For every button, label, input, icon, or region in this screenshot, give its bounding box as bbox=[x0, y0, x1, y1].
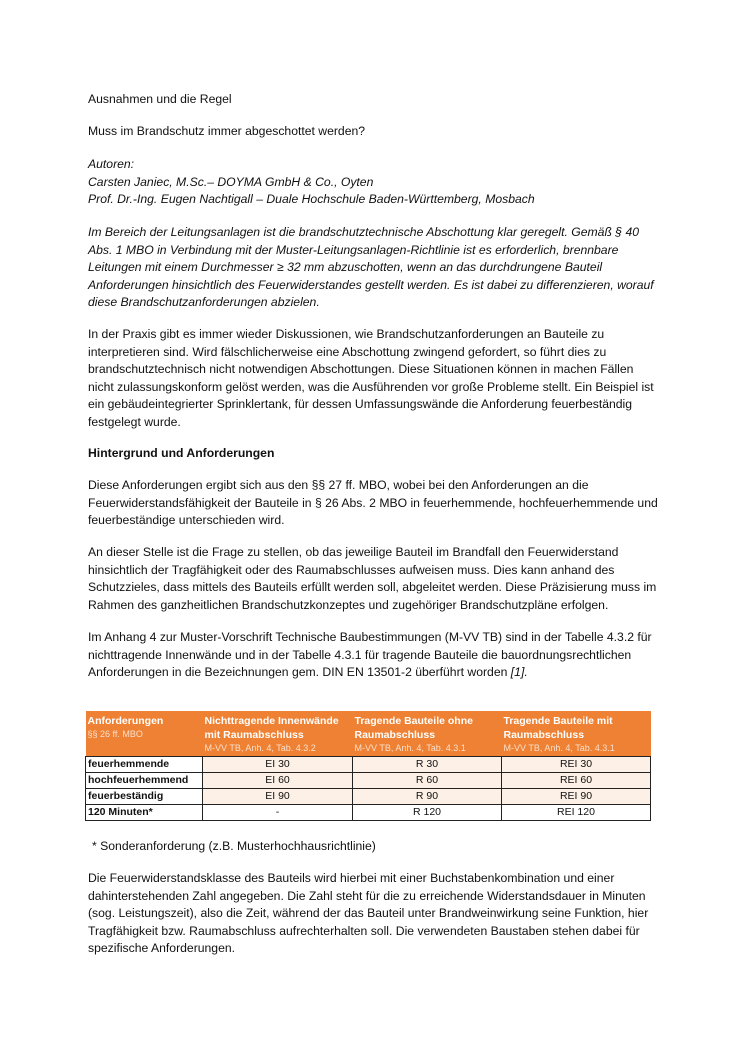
table-cell: R 60 bbox=[353, 773, 502, 789]
table-row bbox=[86, 789, 651, 805]
table-cell: R 120 bbox=[353, 805, 502, 821]
article-kicker: Ausnahmen und die Regel bbox=[88, 92, 232, 106]
section-heading: Hintergrund und Anforderungen bbox=[88, 446, 275, 460]
authors-label: Autoren: bbox=[88, 157, 135, 171]
author-line-1: Carsten Janiec, M.Sc.– DOYMA GmbH & Co., Oyten bbox=[88, 174, 374, 189]
table-cell: 120 Minuten* bbox=[86, 805, 203, 821]
paragraph-praxis: In der Praxis gibt es immer wieder Diskussionen, wie Brandschutzanforderungen an Bauteile zu interpretieren sind. Wird fälschlicherweise eine Abschottung zwingend gefordert, so führt dies zu brandschutztechnisch nicht notwendigen Abschottungen. Diese Situationen können in machen Fällen nicht zulassungskonform gelöst werden, was die Ausführenden vor große Probleme stellt. Ein Beispiel ist ein gebäudeintegrierter Sprinklertank, für dessen Umfassungswände die Anforderung feuerbeständig festgelegt wurde. bbox=[88, 327, 654, 429]
paragraph-feuerwiderstandsklasse: Die Feuerwiderstandsklasse des Bauteils wird hierbei mit einer Buchstabenkombination und einer dahinterstehenden Zahl angegeben. Die Zahl steht für die zu erreichende Widerstandsdauer in Minuten (sog. Leistungszeit), also die Zeit, während der das Bauteil unter Brandweinwirkung seine Funktion, hier Tragfähigkeit bzw. Raumabschluss aufrechterhalten soll. Die verwendeten Baustaben stehen dabei für spezifische Anforderungen. bbox=[88, 871, 649, 956]
table-cell: EI 90 bbox=[203, 789, 353, 805]
table-row bbox=[86, 773, 651, 789]
table-cell: - bbox=[203, 805, 353, 821]
paragraph-frage: An dieser Stelle ist die Frage zu stellen, ob das jeweilige Bauteil im Brandfall den Feuerwiderstand hinsichtlich der Tragfähigkeit oder des Raumabschlusses aufweisen muss. Dies kann anhand des Schutzzieles, dass mittels des Bauteils erfüllt werden soll, abgeleitet werden. Diese Präzisierung muss im Rahmen des ganzheitlichen Brandschutzkonzeptes und zugehöriger Brandschutzpläne erfolgen. bbox=[88, 545, 657, 612]
table-header-cell: Nichttragende Innenwände mit Raumabschluss M-VV TB, Anh. 4, Tab. 4.3.2 bbox=[203, 711, 353, 757]
table-cell: REI 30 bbox=[502, 757, 651, 773]
table-cell: feuerhemmende bbox=[86, 757, 203, 773]
table-cell: EI 60 bbox=[203, 773, 353, 789]
table-cell: REI 120 bbox=[502, 805, 651, 821]
table-row bbox=[86, 805, 651, 821]
paragraph-anforderungen: Diese Anforderungen ergibt sich aus den §§ 27 ff. MBO, wobei bei den Anforderungen an die Feuerwiderstandsfähigkeit der Bauteile in § 26 Abs. 2 MBO in feuerhemmende, hochfeuerhemmende und feuerbeständige unterschieden wird. bbox=[88, 478, 658, 528]
table-footnote: * Sonderanforderung (z.B. Musterhochhausrichtlinie) bbox=[92, 839, 376, 853]
table-cell: REI 90 bbox=[502, 789, 651, 805]
table-header-row bbox=[86, 711, 651, 757]
table-header-cell: Tragende Bauteile mit Raumabschluss M-VV TB, Anh. 4, Tab. 4.3.1 bbox=[502, 711, 651, 757]
author-line-2: Prof. Dr.-Ing. Eugen Nachtigall – Duale Hochschule Baden-Württemberg, Mosbach bbox=[88, 192, 535, 207]
table-cell: hochfeuerhemmend bbox=[86, 773, 203, 789]
reference-link: [1]. bbox=[510, 665, 528, 680]
requirements-table bbox=[85, 711, 651, 821]
table-cell: R 30 bbox=[353, 757, 502, 773]
table-cell: REI 60 bbox=[502, 773, 651, 789]
table-header-cell: Tragende Bauteile ohne Raumabschluss M-VV TB, Anh. 4, Tab. 4.3.1 bbox=[353, 711, 502, 757]
table-cell: R 90 bbox=[353, 789, 502, 805]
paragraph-anhang bbox=[88, 629, 658, 682]
paragraph-anhang-text: Im Anhang 4 zur Muster-Vorschrift Technische Baubestimmungen (M-VV TB) sind in der Tabelle 4.3.2 für nichttragende Innenwände und in der Tabelle 4.3.1 für tragende Bauteile die bauordnungsrechtlichen Anforderungen in die Bezeichnungen gem. DIN EN 13501-2 überführt worden bbox=[88, 630, 652, 680]
table-cell: feuerbeständig bbox=[86, 789, 203, 805]
authors-block bbox=[88, 156, 658, 209]
intro-paragraph: Im Bereich der Leitungsanlagen ist die brandschutztechnische Abschottung klar geregelt. Gemäß § 40 Abs. 1 MBO in Verbindung mit der Muster-Leitungsanlagen-Richtlinie ist es erforderlich, brennbare Leitungen mit einem Durchmesser ≥ 32 mm abzuschotten, wenn an das durchdrungene Bauteil Anforderungen hinsichtlich des Feuerwiderstandes gestellt werden. Es ist dabei zu differenzieren, worauf diese Brandschutzanforderungen abzielen. bbox=[88, 225, 654, 310]
article-title: Muss im Brandschutz immer abgeschottet werden? bbox=[88, 124, 366, 138]
table-header-cell: Anforderungen §§ 26 ff. MBO bbox=[86, 711, 203, 757]
table-row bbox=[86, 757, 651, 773]
table-cell: EI 30 bbox=[203, 757, 353, 773]
